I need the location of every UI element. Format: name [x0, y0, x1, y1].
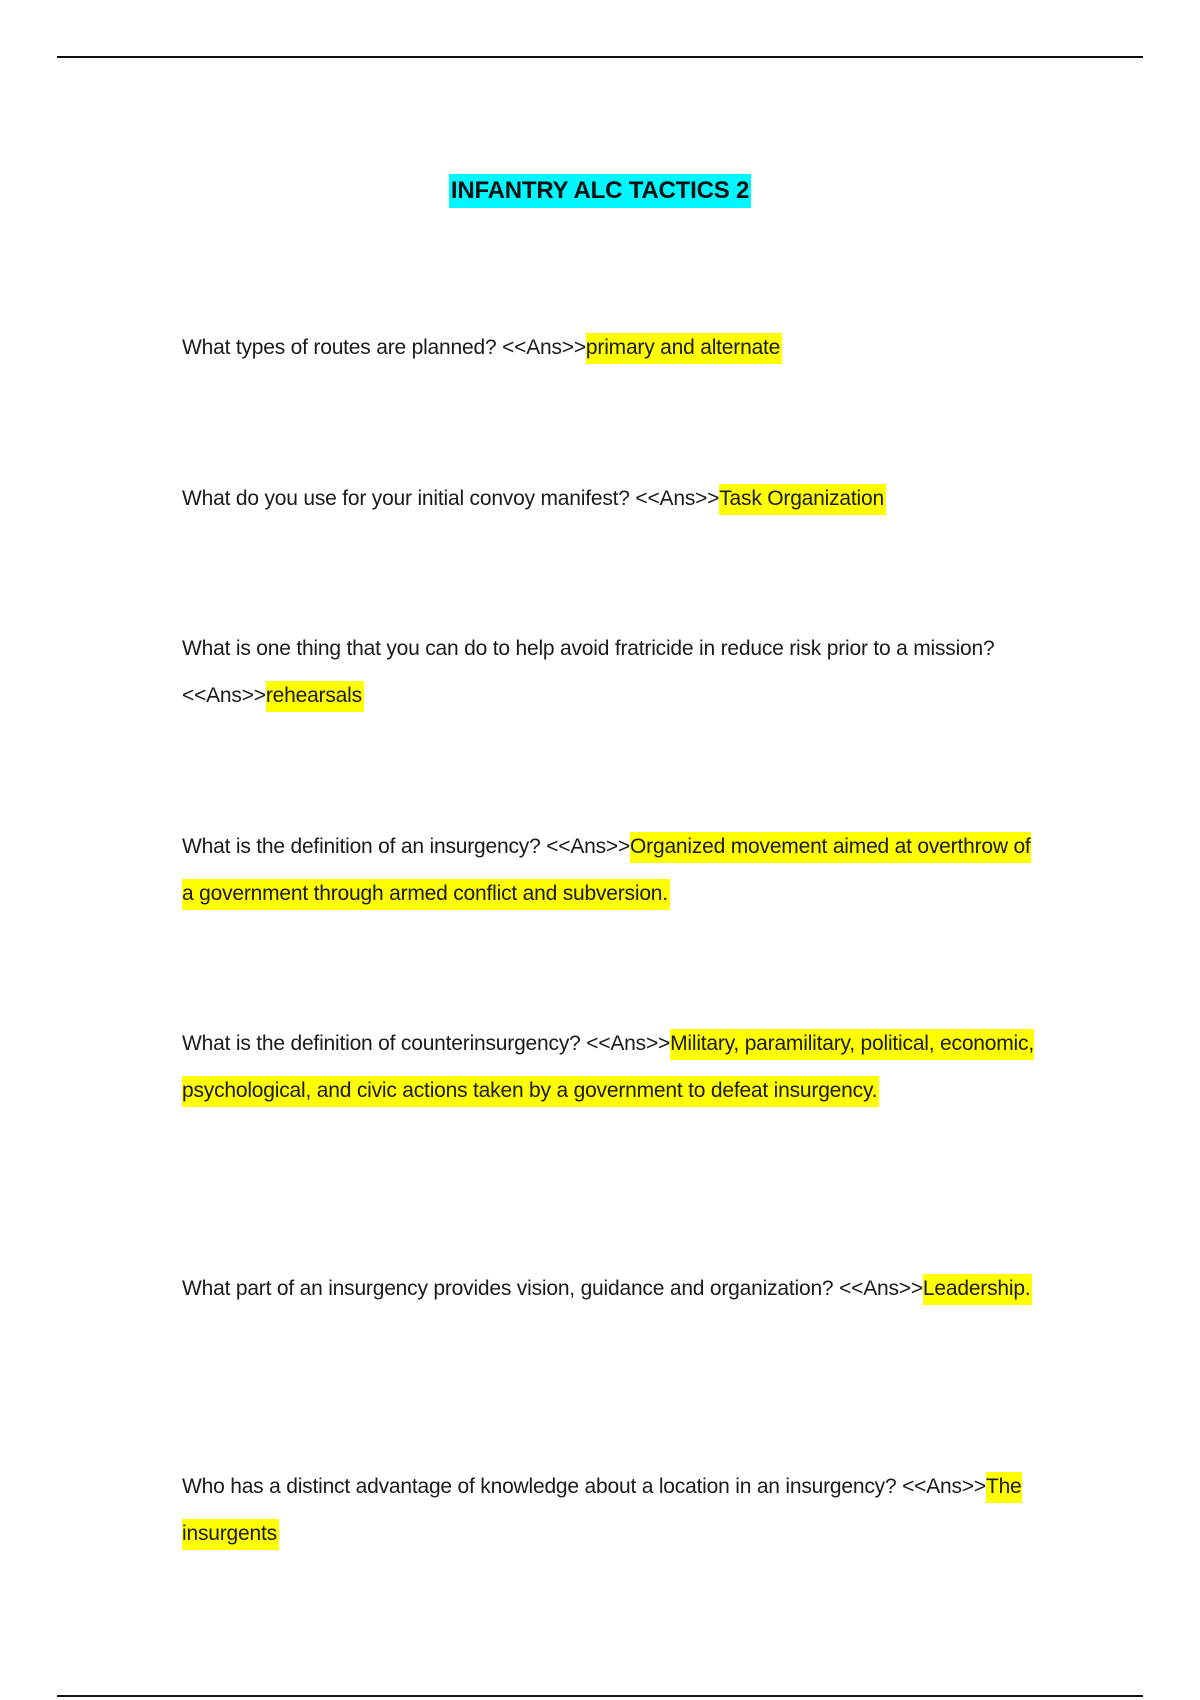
- answer-marker: <<Ans>>: [546, 835, 631, 858]
- qa-item: [182, 626, 1042, 719]
- answer-marker: <<Ans>>: [502, 336, 586, 359]
- answer-text: The insurgents: [182, 1472, 1022, 1550]
- title-container: [0, 174, 1200, 208]
- answer-marker: <<Ans>>: [182, 683, 266, 707]
- question-text: Who has a distinct advantage of knowledge about a location in an insurgency?: [182, 1475, 897, 1498]
- top-rule: [57, 56, 1143, 58]
- question-text: What part of an insurgency provides vision, guidance and organization?: [182, 1277, 834, 1300]
- qa-item: [182, 1266, 1042, 1313]
- bottom-rule: [57, 1695, 1143, 1697]
- answer-text: Task Organization: [719, 484, 886, 515]
- qa-item: [182, 476, 1042, 523]
- answer-marker: <<Ans>>: [902, 1475, 986, 1498]
- answer-text: primary and alternate: [586, 333, 782, 364]
- question-text: What is the definition of counterinsurgency?: [182, 1032, 581, 1055]
- answer-text: Leadership.: [923, 1274, 1033, 1305]
- question-text: What types of routes are planned?: [182, 336, 497, 359]
- qa-item: [182, 1021, 1042, 1114]
- question-text: What is the definition of an insurgency?: [182, 835, 541, 858]
- answer-marker: <<Ans>>: [635, 487, 720, 510]
- document-title: INFANTRY ALC TACTICS 2: [449, 174, 751, 208]
- answer-text: Organized movement aimed at overthrow of a government through armed conflict and subversion.: [182, 832, 1031, 910]
- answer-marker: <<Ans>>: [839, 1277, 923, 1300]
- question-text: What do you use for your initial convoy manifest?: [182, 487, 630, 510]
- answer-marker: <<Ans>>: [586, 1032, 671, 1055]
- answer-text: rehearsals: [266, 681, 364, 712]
- answer-text: Military, paramilitary, political, economic, psychological, and civic actions taken by a government to defeat insurgency.: [182, 1029, 1034, 1107]
- qa-item: [182, 325, 1042, 372]
- qa-item: [182, 1464, 1042, 1557]
- question-text: What is one thing that you can do to help avoid fratricide in reduce risk prior to a mission?: [182, 637, 995, 660]
- qa-item: [182, 824, 1042, 917]
